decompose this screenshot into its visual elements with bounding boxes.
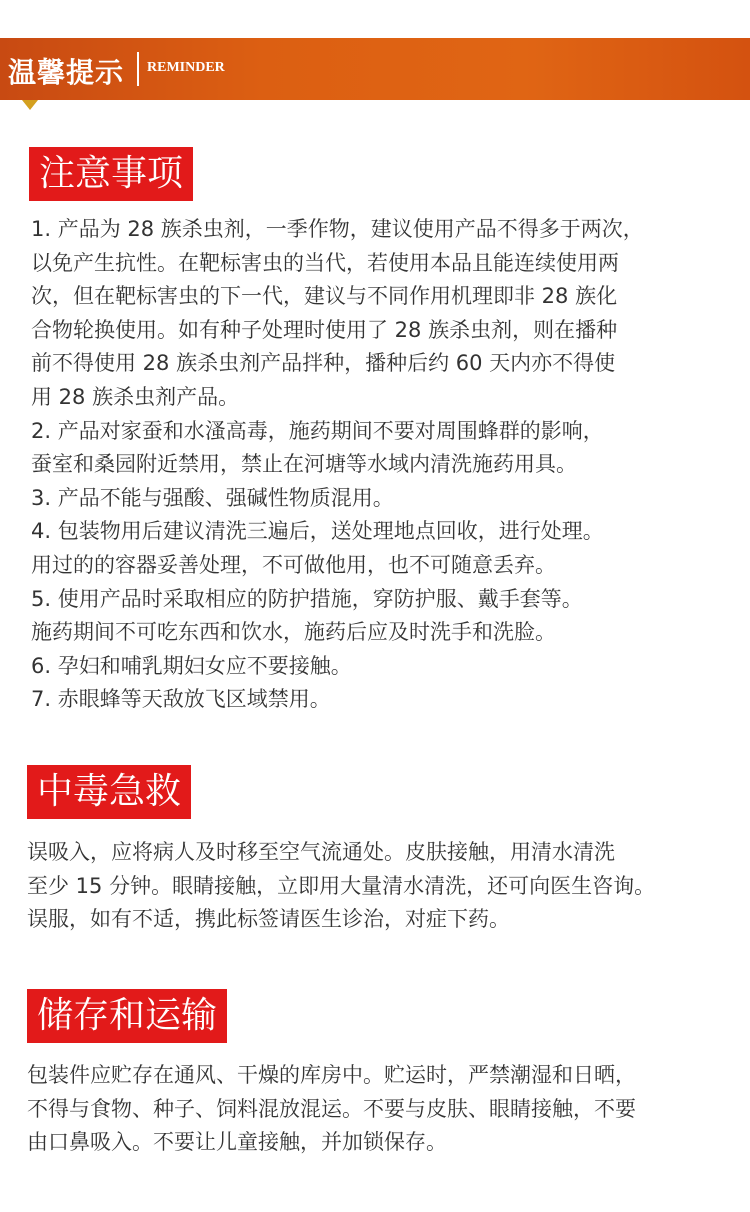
text-line: 施药期间不可吃东西和饮水，施药后应及时洗手和洗脸。 xyxy=(31,620,556,645)
text-line: 次，但在靶标害虫的下一代，建议与不同作用机理即非 28 族化 xyxy=(31,284,618,309)
text-line: 误服，如有不适，携此标签请医生诊治，对症下药。 xyxy=(27,907,510,932)
banner-pointer-icon xyxy=(22,100,38,110)
text-line: 用过的的容器妥善处理，不可做他用，也不可随意丢弃。 xyxy=(31,552,556,577)
banner-divider xyxy=(137,52,139,86)
text-line: 误吸入，应将病人及时移至空气流通处。皮肤接触，用清水清洗 xyxy=(27,840,615,864)
text-line: 以免产生抗性。在靶标害虫的当代，若使用本品且能连续使用两 xyxy=(31,250,619,275)
storage-text xyxy=(27,1059,727,1160)
precautions-text xyxy=(31,213,731,717)
text-line: 6. 孕妇和哺乳期妇女应不要接触。 xyxy=(31,653,352,678)
text-line: 不得与食物、种子、饲料混放混运。不要与皮肤、眼睛接触，不要 xyxy=(27,1096,636,1121)
text-line: 5. 使用产品时采取相应的防护措施，穿防护服、戴手套等。 xyxy=(31,586,583,611)
text-line: 7. 赤眼蜂等天敌放飞区域禁用。 xyxy=(31,687,331,712)
reminder-banner xyxy=(0,38,750,100)
text-line: 合物轮换使用。如有种子处理时使用了 28 族杀虫剂，则在播种 xyxy=(31,317,618,342)
text-line: 蚕室和桑园附近禁用，禁止在河塘等水域内清洗施药用具。 xyxy=(31,452,577,477)
text-line: 2. 产品对家蚕和水溞高毒，施药期间不要对周围蜂群的影响， xyxy=(31,418,604,443)
section-title-first-aid: 中毒急救 xyxy=(27,765,191,819)
text-line: 1. 产品为 28 族杀虫剂，一季作物，建议使用产品不得多于两次， xyxy=(31,217,644,241)
text-line: 4. 包装物用后建议清洗三遍后，送处理地点回收，进行处理。 xyxy=(31,519,604,544)
section-title-storage-transport: 储存和运输 xyxy=(27,989,227,1043)
section-title-precautions: 注意事项 xyxy=(29,147,193,201)
banner-title: 温馨提示 xyxy=(8,56,125,89)
text-line: 用 28 族杀虫剂产品。 xyxy=(31,384,240,409)
text-line: 3. 产品不能与强酸、强碱性物质混用。 xyxy=(31,485,394,510)
first-aid-text xyxy=(27,836,727,937)
text-line: 包装件应贮存在通风、干燥的库房中。贮运时，严禁潮湿和日晒， xyxy=(27,1063,636,1087)
text-line: 前不得使用 28 族杀虫剂产品拌种，播种后约 60 天内亦不得使 xyxy=(31,351,616,376)
banner-subtitle: REMINDER xyxy=(147,60,225,75)
text-line: 由口鼻吸入。不要让儿童接触，并加锁保存。 xyxy=(27,1130,447,1155)
text-line: 至少 15 分钟。眼睛接触，立即用大量清水清洗，还可向医生咨询。 xyxy=(27,873,656,898)
